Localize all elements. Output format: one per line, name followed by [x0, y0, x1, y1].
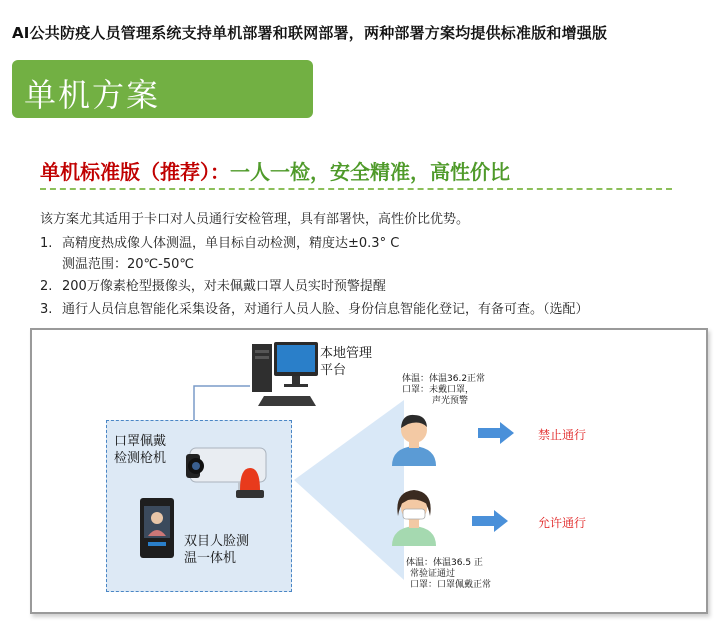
subtitle-slogan: 一人一检，安全精准，高性价比: [230, 160, 510, 184]
dashed-divider: [40, 188, 672, 190]
feature-item-1: [40, 232, 399, 251]
face-terminal-icon: [138, 496, 178, 560]
headline: AI公共防疫人员管理系统支持单机部署和联网部署，两种部署方案均提供标准版和增强版: [12, 24, 608, 42]
feature-item-3: [40, 298, 589, 317]
person1-info-line2: 口罩：未戴口罩，: [402, 385, 475, 395]
feature-number: 1.: [40, 236, 53, 251]
deployment-diagram: [30, 328, 708, 614]
feature-number: 3.: [40, 302, 53, 317]
arrow-right-icon: [472, 510, 508, 532]
person2-info-line1: 体温：体温36.5 正: [406, 558, 483, 568]
feature-number: 2.: [40, 279, 53, 294]
person1-info-line1: 体温：体温36.2正常: [402, 374, 486, 384]
camera-label-line1: 口罩佩戴: [114, 434, 167, 449]
feature-text: 200万像素枪型摄像头，对未佩戴口罩人员实时预警提醒: [62, 279, 386, 294]
person2-info-line2: 常验证通过: [410, 569, 456, 579]
arrow-right-icon: [478, 422, 514, 444]
person2-info-line3: 口罩：口罩佩戴正常: [410, 580, 492, 590]
subtitle-edition: 单机标准版（推荐）：: [40, 160, 230, 184]
computer-icon: [244, 340, 324, 412]
terminal-label-line2: 温一体机: [184, 551, 237, 566]
platform-label-line2: 平台: [320, 363, 347, 378]
section-banner-title: 单机方案: [24, 76, 161, 114]
feature-text: 通行人员信息智能化采集设备，对通行人员人脸、身份信息智能化登记，有备可查。（选配）: [62, 302, 589, 317]
person-no-mask-icon: [388, 410, 440, 466]
feature-sub-text: 测温范围：20℃-50℃: [62, 257, 194, 272]
alarm-light-icon: [232, 462, 268, 502]
section-subtitle: [40, 156, 510, 185]
platform-label-line1: 本地管理: [320, 346, 373, 361]
result-deny: 禁止通行: [538, 428, 587, 442]
terminal-label-line1: 双目人脸测: [184, 534, 250, 549]
feature-item-2: [40, 275, 386, 294]
camera-label-line2: 检测枪机: [114, 451, 167, 466]
result-allow: 允许通行: [538, 516, 587, 530]
intro-text: 该方案尤其适用于卡口对人员通行安检管理，具有部署快，高性价比优势。: [40, 212, 470, 227]
person-with-mask-icon: [388, 486, 440, 546]
section-banner: [12, 60, 313, 118]
person1-info-line3: 声光预警: [432, 396, 469, 406]
feature-text: 高精度热成像人体测温，单目标自动检测，精度达±0.3° C: [62, 236, 400, 251]
